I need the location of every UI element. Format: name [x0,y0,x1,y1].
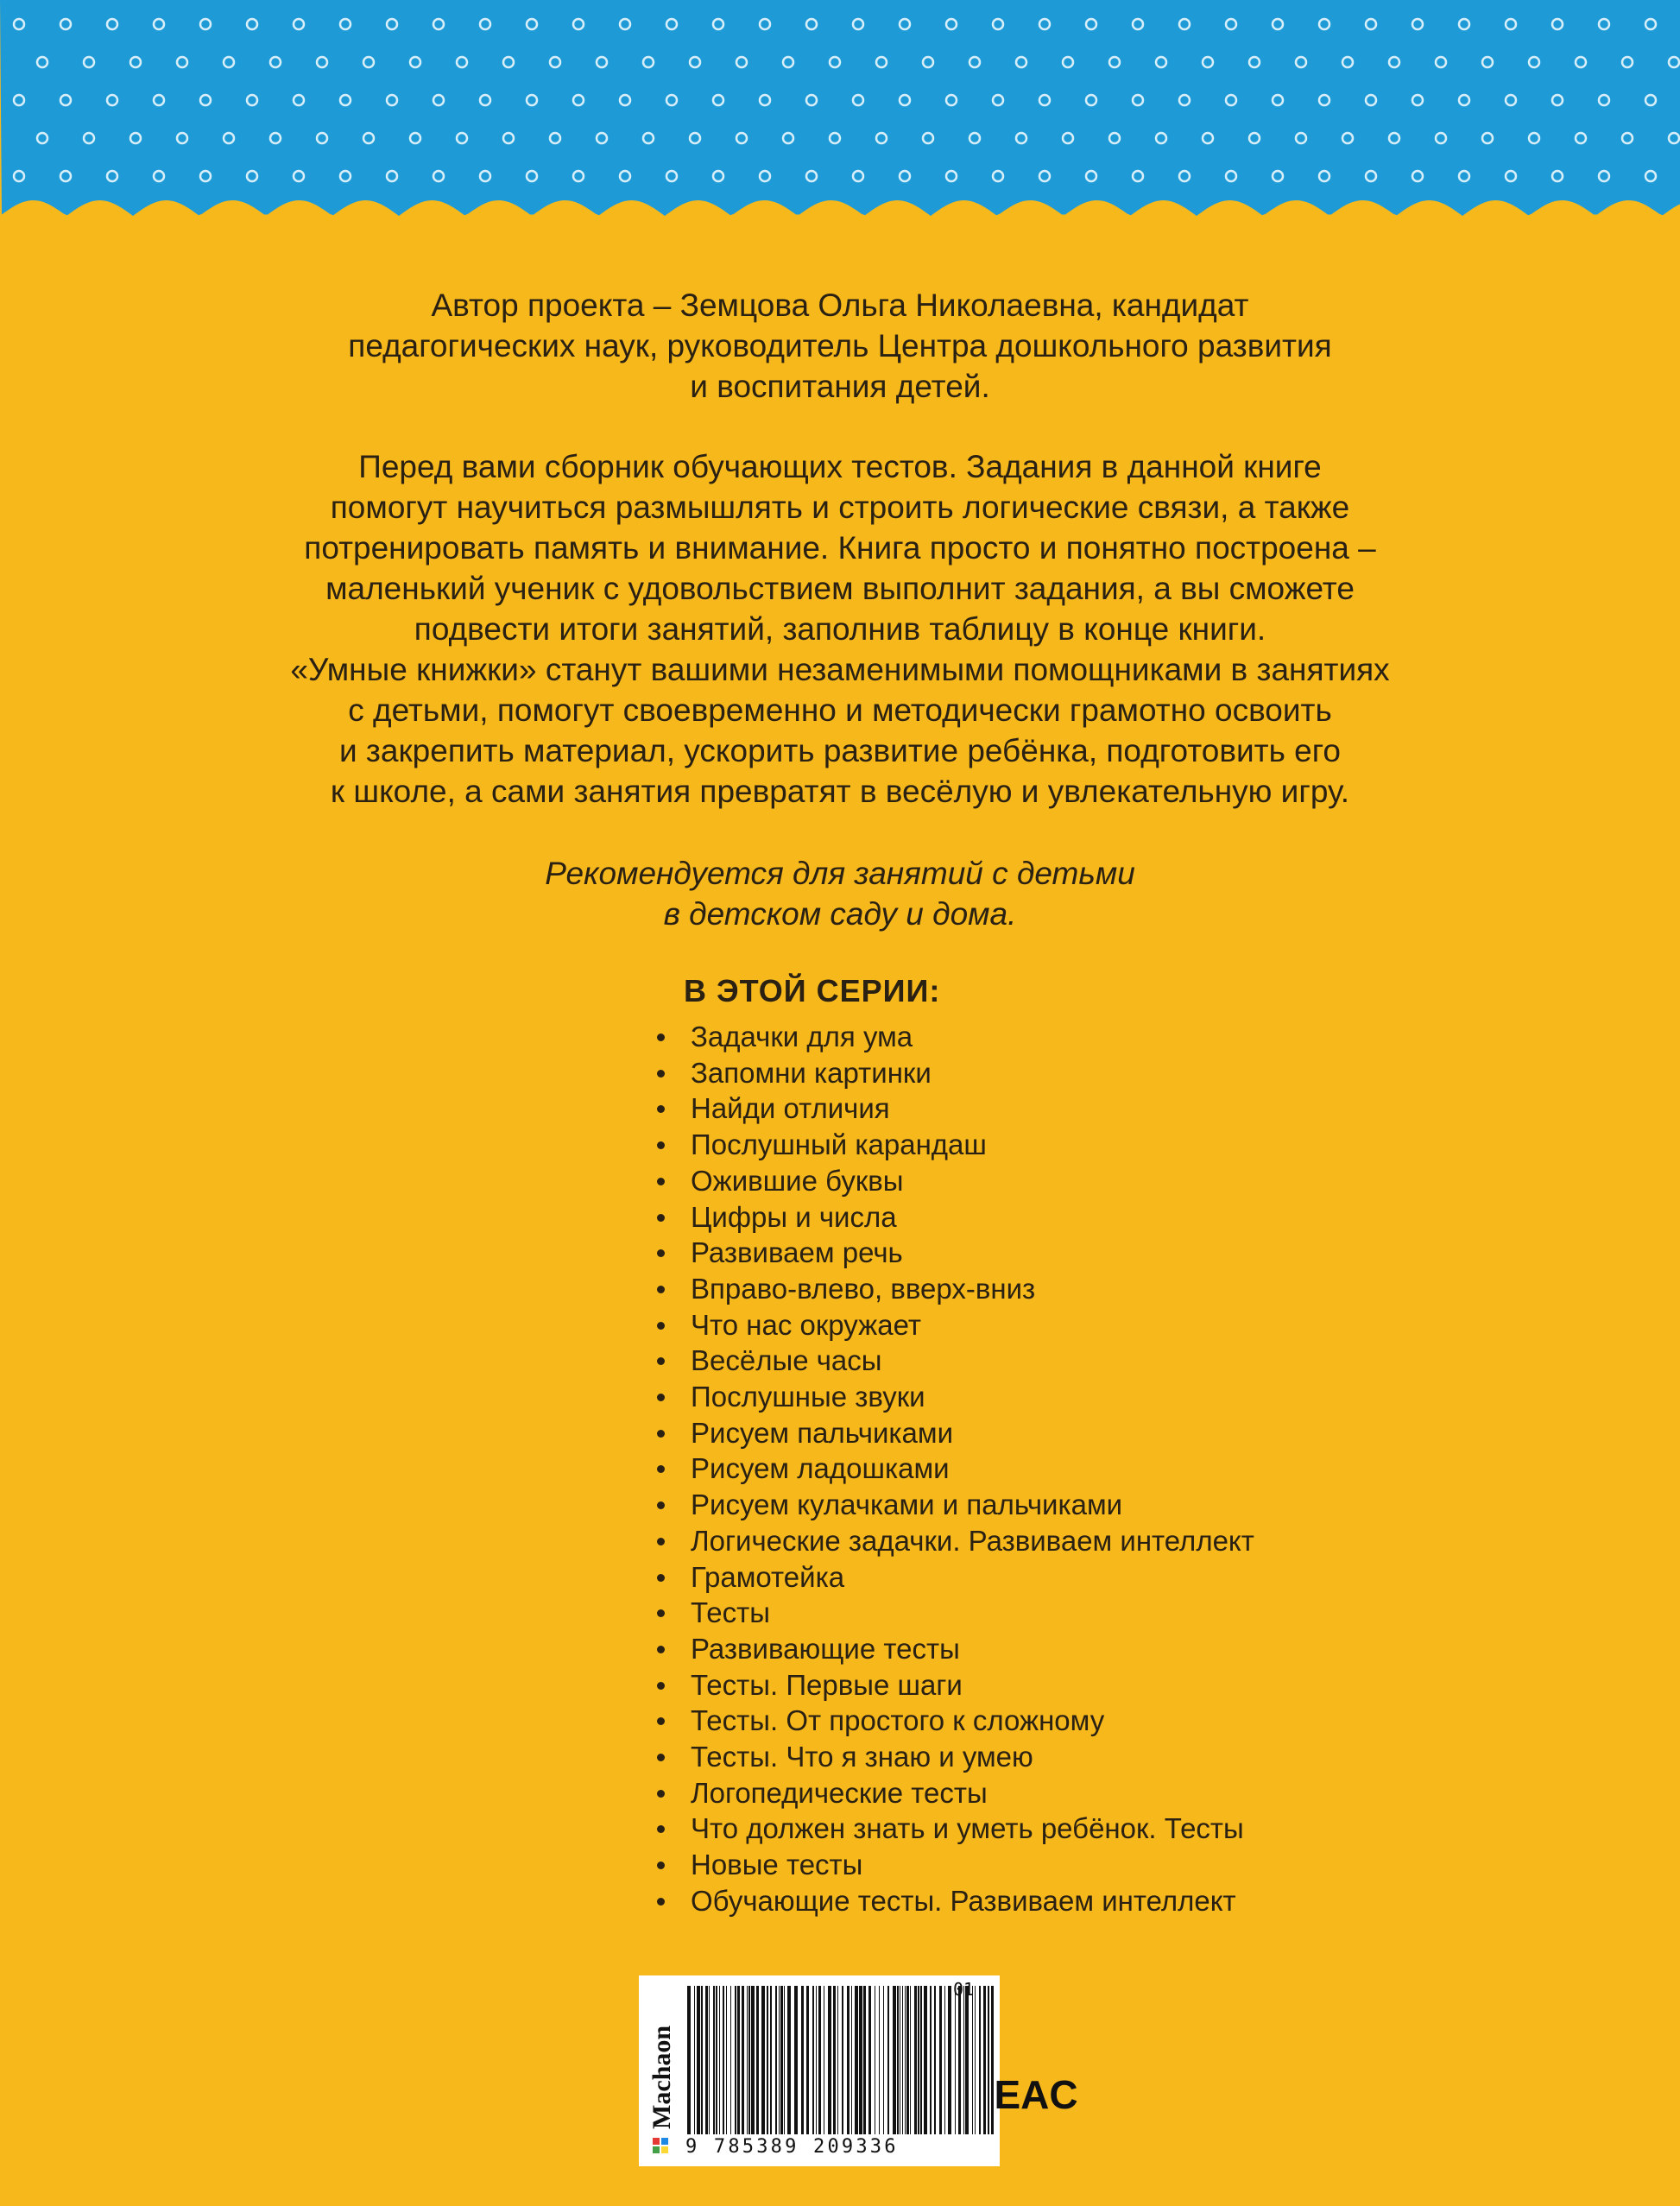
series-item: Рисуем пальчиками [654,1415,1254,1451]
barcode-bar [847,1986,849,2134]
author-line: педагогических наук, руководитель Центра дошкольного развития [348,328,1332,363]
barcode-bar [918,1986,919,2134]
barcode-bar [816,1986,817,2134]
barcode-bar [761,1986,765,2134]
barcode-bar [784,1986,785,2134]
series-item: Что должен знать и уметь ребёнок. Тесты [654,1811,1254,1847]
barcode-bar [779,1986,780,2134]
dotted-wave-pattern [0,0,1680,250]
series-item: Послушный карандаш [654,1127,1254,1163]
series-item: Цифры и числа [654,1199,1254,1236]
barcode-bar [770,1986,772,2134]
recommendation [106,853,1574,934]
series-item: Найди отличия [654,1090,1254,1127]
barcode-bar [905,1986,906,2134]
barcode-bar [975,1986,976,2134]
barcode-bar [705,1986,708,2134]
series-item: Рисуем кулачками и пальчиками [654,1487,1254,1523]
barcode-bar [775,1986,777,2134]
barcode-bar [934,1986,936,2134]
barcode-bar [930,1986,932,2134]
publisher-name: Machaon [647,2026,676,2129]
barcode-bar [983,1986,986,2134]
barcode-bar [944,1986,945,2134]
barcode-bar [723,1986,724,2134]
barcode-bar [735,1986,736,2134]
barcode-bar [972,1986,973,2134]
publisher-logo [644,1982,679,2159]
barcode-bar [730,1986,731,2134]
description-line: потренировать память и внимание. Книга просто и понятно построена – [304,530,1376,566]
barcode-bar [737,1986,740,2134]
barcode-bar [833,1986,836,2134]
barcode-addon-bars [948,1986,995,2134]
series-item: Тесты. От простого к сложному [654,1703,1254,1739]
series-list [654,1019,1254,1919]
barcode-bars [687,1986,946,2134]
machaon-logo-icon [644,1982,679,2159]
band-wave-shape [0,0,1680,216]
barcode-bar [879,1986,880,2134]
series-item: Послушные звуки [654,1379,1254,1415]
top-dotted-band [0,0,1680,250]
barcode-bar [780,1986,783,2134]
series-item: Развиваем речь [654,1235,1254,1271]
barcode-bar [906,1986,909,2134]
barcode-bar [920,1986,922,2134]
barcode-bar [818,1986,821,2134]
author-line: и воспитания детей. [690,369,990,404]
description-line: «Умные книжки» станут вашими незаменимыми помощниками в занятиях [290,652,1390,687]
barcode-bar [948,1986,951,2134]
series-item: Рисуем ладошками [654,1451,1254,1487]
barcode-bar [893,1986,896,2134]
barcode-bar [924,1986,927,2134]
series-item: Задачки для ума [654,1019,1254,1055]
barcode-bar [887,1986,889,2134]
description-line: с детьми, помогут своевременно и методически грамотно освоить [348,692,1332,728]
barcode-bar [794,1986,798,2134]
barcode-bar [914,1986,917,2134]
series-item: Грамотейка [654,1559,1254,1596]
barcode-bar [828,1986,831,2134]
barcode-bar [687,1986,691,2134]
barcode-bar [988,1986,989,2134]
description-line: Перед вами сборник обучающих тестов. Задания в данной книге [358,449,1322,484]
barcode-bar [851,1986,852,2134]
series-item: Весёлые часы [654,1343,1254,1379]
svg-text:EAC: EAC [994,2072,1078,2117]
barcode-bar [719,1986,720,2134]
barcode-bar [767,1986,768,2134]
barcode-bar [965,1986,969,2134]
barcode-addon-number: 01 [953,1979,975,2000]
series-item: Логические задачки. Развиваем интеллект [654,1523,1254,1559]
series-item: Развивающие тесты [654,1631,1254,1667]
series-item: Логопедические тесты [654,1775,1254,1811]
barcode-bar [955,1986,956,2134]
series-heading: В ЭТОЙ СЕРИИ: [684,973,941,1008]
eac-certification-icon [994,2067,1078,2117]
barcode-bar [713,1986,715,2134]
barcode-bar [812,1986,814,2134]
series-item: Ожившие буквы [654,1163,1254,1199]
barcode-bar [742,1986,744,2134]
book-description [106,446,1574,812]
barcode-bar [863,1986,866,2134]
barcode-bar [958,1986,961,2134]
barcode-bar [859,1986,862,2134]
series-item: Тесты. Первые шаги [654,1667,1254,1703]
barcode-bar [751,1986,755,2134]
barcode-bar [902,1986,903,2134]
author-info [106,285,1574,407]
barcode-bar [837,1986,838,2134]
series-item: Вправо-влево, вверх-вниз [654,1271,1254,1307]
barcode-bar [801,1986,804,2134]
series-item: Тесты [654,1595,1254,1631]
description-line: к школе, а сами занятия превратят в весёлую и увлекательную игру. [330,774,1350,809]
series-item: Новые тесты [654,1847,1254,1883]
series-item: Запомни картинки [654,1055,1254,1091]
series-item: Что нас окружает [654,1307,1254,1343]
barcode-bar [868,1986,871,2134]
description-line: подвести итоги занятий, заполнив таблицу в конце книги. [414,611,1266,647]
barcode-bar [897,1986,899,2134]
barcode-bar [855,1986,858,2134]
barcode-bar [748,1986,750,2134]
barcode-bar [701,1986,703,2134]
cover-text [0,285,1680,934]
description-line: помогут научиться размышлять и строить логические связи, а также [330,490,1350,525]
barcode-number: 9 785389 209336 [685,2136,899,2158]
barcode-bar [716,1986,717,2134]
barcode-bar [883,1986,884,2134]
recommendation-line: в детском саду и дома. [663,896,1017,932]
barcode-bar [697,1986,700,2134]
barcode-bar [963,1986,964,2134]
barcode-bar [747,1986,748,2134]
description-line: и закрепить материал, ускорить развитие ребёнка, подготовить его [338,733,1342,768]
barcode-bar [726,1986,727,2134]
recommendation-line: Рекомендуется для занятий с детьми [545,856,1135,891]
barcode-bar [939,1986,942,2134]
barcode-bar [806,1986,809,2134]
barcode-bar [842,1986,843,2134]
barcode-bar [910,1986,911,2134]
series-item: Обучающие тесты. Развиваем интеллект [654,1883,1254,1919]
description-line: маленький ученик с удовольствием выполнит задания, а вы сможете [325,571,1355,606]
barcode-bar [979,1986,981,2134]
barcode-bar [756,1986,759,2134]
barcode-bar [787,1986,791,2134]
barcode-bar [709,1986,710,2134]
barcode [639,1975,1000,2166]
author-line: Автор проекта – Земцова Ольга Николаевна, кандидат [431,288,1249,323]
barcode-bar [694,1986,695,2134]
series-item: Тесты. Что я знаю и умею [654,1739,1254,1775]
